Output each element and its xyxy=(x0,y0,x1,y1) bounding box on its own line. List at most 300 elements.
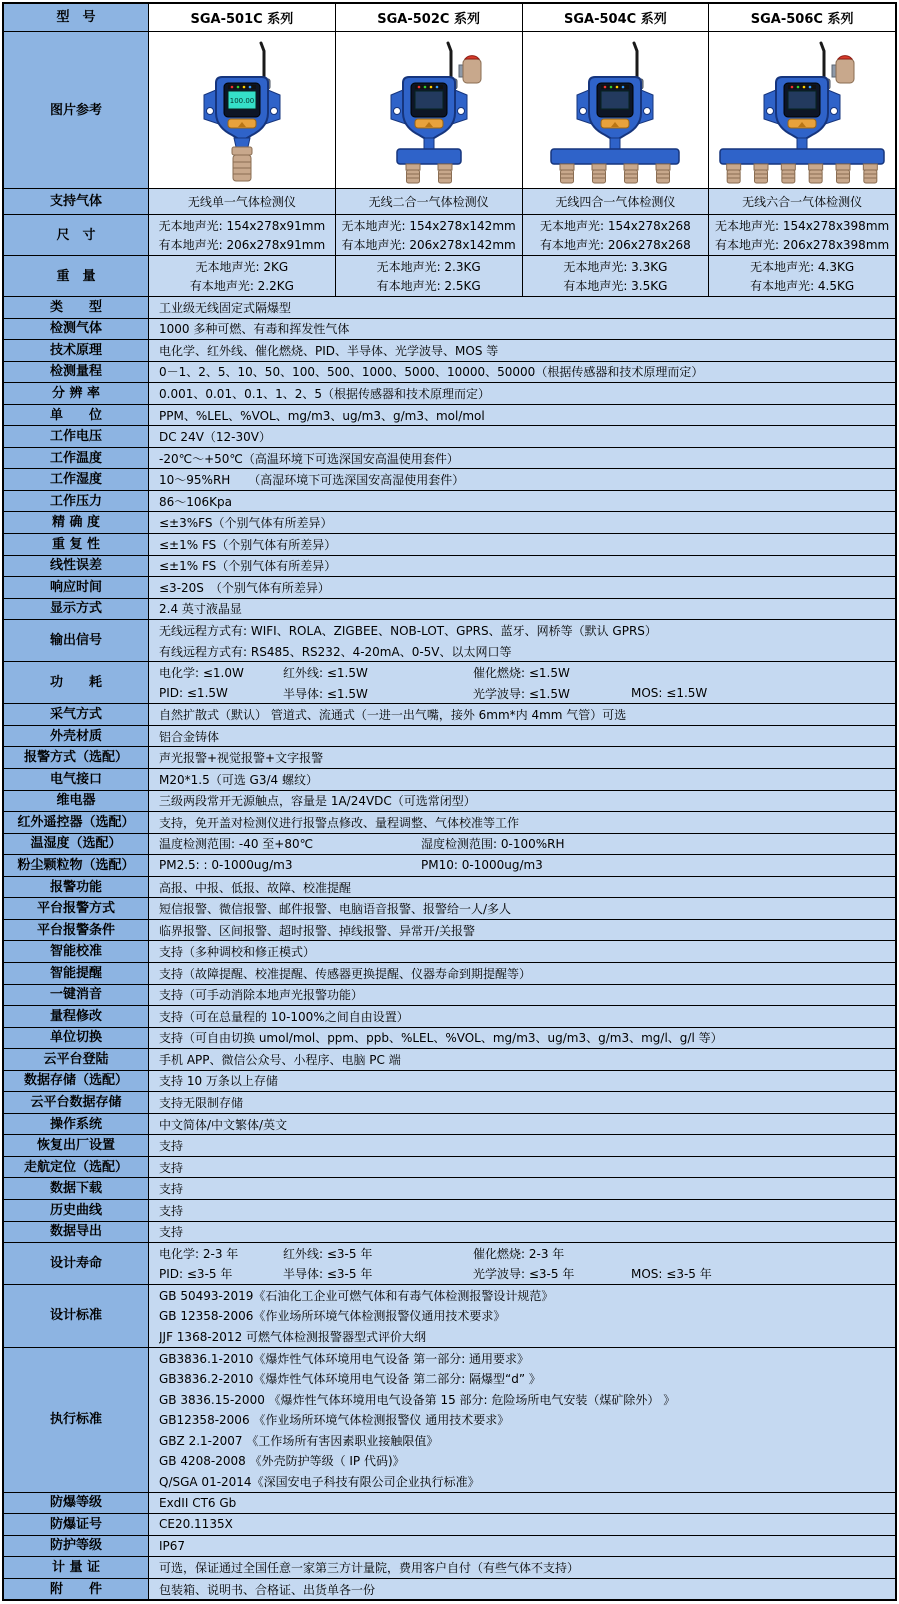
row-value xyxy=(149,297,895,318)
row-value xyxy=(149,340,895,361)
spec-text: 湿度检测范围: 0-100%RH xyxy=(421,837,565,852)
cell-text: 有本地声光: 2.5KG xyxy=(376,279,481,293)
row-label: 粉尘颗粒物（选配） xyxy=(4,855,149,876)
model-name-text: SGA-502C 系列 xyxy=(377,12,480,27)
spec-text: 86～106Kpa xyxy=(159,494,233,509)
spec-text: 催化燃烧: 2-3 年 xyxy=(473,1246,565,1261)
spec-line xyxy=(159,726,895,747)
spec-row xyxy=(4,662,895,704)
row-value xyxy=(149,448,895,469)
spec-row xyxy=(4,898,895,920)
spec-text: M20*1.5（可选 G3/4 螺纹） xyxy=(159,772,318,787)
spec-row xyxy=(4,941,895,963)
row-value xyxy=(149,877,895,898)
row-label: 维电器 xyxy=(4,791,149,812)
cell-text: 有本地声光: 206x278x142mm xyxy=(341,238,516,252)
spec-row xyxy=(4,1243,895,1285)
spec-line xyxy=(159,534,895,555)
spec-line xyxy=(159,1514,895,1535)
spec-text: IP67 xyxy=(159,1538,186,1553)
row-value xyxy=(149,362,895,383)
spec-line xyxy=(159,1557,895,1578)
row-label: 平台报警条件 xyxy=(4,920,149,941)
row-label: 执行标准 xyxy=(4,1348,149,1492)
spec-text: 中文简体/中文繁体/英文 xyxy=(159,1117,288,1132)
row-value xyxy=(149,834,895,855)
row-label: 单位切换 xyxy=(4,1028,149,1049)
spec-line xyxy=(159,791,895,812)
row-value xyxy=(149,1114,895,1135)
spec-line xyxy=(159,469,895,490)
spec-line xyxy=(159,1451,895,1472)
spec-line xyxy=(159,747,895,768)
spec-line xyxy=(159,1071,895,1092)
spec-row xyxy=(4,426,895,448)
spec-text: 半导体: ≤3-5 年 xyxy=(283,1267,373,1282)
row-label: 智能校准 xyxy=(4,941,149,962)
spec-row xyxy=(4,877,895,899)
spec-text: 工业级无线固定式隔爆型 xyxy=(159,300,292,315)
spec-row xyxy=(4,383,895,405)
spec-line xyxy=(159,1049,895,1070)
spec-line xyxy=(159,1389,895,1410)
row-label: 功 耗 xyxy=(4,662,149,703)
model-value-cell xyxy=(149,256,336,296)
spec-text: ≤±3%FS（个别气体有所差异） xyxy=(159,516,333,531)
model-name-text: SGA-504C 系列 xyxy=(564,12,667,27)
spec-row xyxy=(4,1006,895,1028)
row-value xyxy=(149,534,895,555)
spec-line xyxy=(159,834,895,855)
spec-line xyxy=(159,1536,895,1557)
spec-row xyxy=(4,534,895,556)
spec-row xyxy=(4,1135,895,1157)
spec-text: GB3836.2-2010《爆炸性气体环境用电气设备 第二部分: 隔爆型“d” 》 xyxy=(159,1372,541,1387)
row-value xyxy=(149,1049,895,1070)
row-label: 输出信号 xyxy=(4,620,149,661)
spec-row xyxy=(4,469,895,491)
spec-row xyxy=(4,726,895,748)
model-value-cell xyxy=(523,215,710,255)
spec-row xyxy=(4,319,895,341)
spec-text: 短信报警、微信报警、邮件报警、电脑语音报警、报警给一人/多人 xyxy=(159,902,512,917)
spec-row xyxy=(4,620,895,662)
model-value-cell xyxy=(709,256,895,296)
row-label: 平台报警方式 xyxy=(4,898,149,919)
model-value-cell xyxy=(149,189,336,214)
cell-text: 有本地声光: 206x278x91mm xyxy=(158,238,326,252)
row-label: 分 辨 率 xyxy=(4,383,149,404)
spec-line xyxy=(159,383,895,404)
model-value-cell xyxy=(149,215,336,255)
row-value xyxy=(149,1514,895,1535)
spec-text: -20℃～+50℃（高温环境下可选深国安高温使用套件） xyxy=(159,451,459,466)
spec-text: 0－1、2、5、10、50、100、500、1000、5000、10000、50000（根据传感器和技术原理而定） xyxy=(159,365,704,380)
spec-text: 支持（可手动消除本地声光报警功能） xyxy=(159,988,364,1003)
spec-text: PID: ≤3-5 年 xyxy=(159,1267,233,1282)
row-label: 精 确 度 xyxy=(4,512,149,533)
spec-text: 1000 多种可燃、有毒和挥发性气体 xyxy=(159,322,350,337)
row-label: 响应时间 xyxy=(4,577,149,598)
row-label: 数据导出 xyxy=(4,1222,149,1243)
spec-text: 电化学: ≤1.0W xyxy=(159,666,244,681)
spec-row xyxy=(4,1114,895,1136)
row-value xyxy=(149,1006,895,1027)
spec-row xyxy=(4,834,895,856)
row-label: 数据下载 xyxy=(4,1178,149,1199)
cell-text: 无线六合一气体检测仪 xyxy=(742,195,863,209)
row-value xyxy=(149,791,895,812)
spec-row xyxy=(4,1514,895,1536)
spec-line xyxy=(159,405,895,426)
row-label: 数据存储（选配） xyxy=(4,1071,149,1092)
spec-line xyxy=(159,920,895,941)
spec-line xyxy=(159,1243,895,1264)
cell-text: 无线二合一气体检测仪 xyxy=(368,195,489,209)
row-label: 智能提醒 xyxy=(4,963,149,984)
image-reference-row xyxy=(4,32,895,189)
spec-line xyxy=(159,641,895,662)
spec-text: 温度检测范围: -40 至+80℃ xyxy=(159,837,314,852)
row-value xyxy=(149,556,895,577)
row-value xyxy=(149,1092,895,1113)
model-value-cell xyxy=(523,256,710,296)
spec-line xyxy=(159,512,895,533)
cell-text: 无本地声光: 3.3KG xyxy=(563,260,668,274)
spec-line xyxy=(159,1493,895,1514)
spec-row xyxy=(4,855,895,877)
image-row-label: 图片参考 xyxy=(4,32,149,188)
row-value xyxy=(149,1222,895,1243)
cell-text: 无线单一气体检测仪 xyxy=(187,195,296,209)
model-column-header xyxy=(709,4,895,31)
row-value xyxy=(149,491,895,512)
row-label: 支持气体 xyxy=(4,189,149,214)
sga-506c-detector-image xyxy=(709,32,895,188)
cell-text: 有本地声光: 3.5KG xyxy=(563,279,668,293)
spec-text: 三级两段常开无源触点，容量是 1A/24VDC（可选常闭型） xyxy=(159,794,476,809)
row-label: 外壳材质 xyxy=(4,726,149,747)
spec-row xyxy=(4,1348,895,1493)
spec-row xyxy=(4,791,895,813)
spec-row xyxy=(4,985,895,1007)
row-value xyxy=(149,620,895,661)
spec-line xyxy=(159,448,895,469)
spec-text: 临界报警、区间报警、超时报警、掉线报警、异常开/关报警 xyxy=(159,923,476,938)
spec-row xyxy=(4,1178,895,1200)
spec-text: 10～95%RH （高湿环境下可选深国安高湿使用套件） xyxy=(159,473,465,488)
spec-text: MOS: ≤1.5W xyxy=(631,686,708,701)
row-value xyxy=(149,1536,895,1557)
spec-line xyxy=(159,491,895,512)
row-value xyxy=(149,405,895,426)
spec-text: ExdII CT6 Gb xyxy=(159,1495,237,1510)
spec-line xyxy=(159,1114,895,1135)
row-value xyxy=(149,726,895,747)
row-label: 防护等级 xyxy=(4,1536,149,1557)
row-label: 重 量 xyxy=(4,256,149,296)
spec-text: 包装箱、说明书、合格证、出货单各一份 xyxy=(159,1582,376,1597)
row-value xyxy=(149,512,895,533)
row-value xyxy=(149,577,895,598)
model-value-cell xyxy=(709,215,895,255)
spec-line xyxy=(159,941,895,962)
row-label: 报警方式（选配） xyxy=(4,747,149,768)
row-value xyxy=(149,769,895,790)
detector-image-cell xyxy=(336,32,523,188)
spec-text: 红外线: ≤3-5 年 xyxy=(283,1246,373,1261)
spec-text: PM2.5: : 0-1000ug/m3 xyxy=(159,858,293,873)
cell-text: 无线四合一气体检测仪 xyxy=(555,195,676,209)
sga-501c-detector-image xyxy=(149,32,335,188)
spec-text: 支持（可自由切换 umol/mol、ppm、ppb、%LEL、%VOL、mg/m3、ug/m3、g/m3、mg/l、g/l 等） xyxy=(159,1031,723,1046)
spec-line xyxy=(159,877,895,898)
spec-row xyxy=(4,1157,895,1179)
row-value xyxy=(149,812,895,833)
cell-text: 有本地声光: 4.5KG xyxy=(750,279,855,293)
spec-line xyxy=(159,855,895,876)
spec-text: Q/SGA 01-2014《深国安电子科技有限公司企业执行标准》 xyxy=(159,1474,480,1489)
spec-text: MOS: ≤3-5 年 xyxy=(631,1267,712,1282)
cell-text: 无本地声光: 154x278x268 xyxy=(539,219,691,233)
spec-row xyxy=(4,362,895,384)
row-label: 操作系统 xyxy=(4,1114,149,1135)
spec-text: GB 3836.15-2000 《爆炸性气体环境用电气设备第 15 部分: 危险场所电气安装（煤矿除外） 》 xyxy=(159,1392,676,1407)
multi-column-row xyxy=(4,256,895,297)
spec-text: 高报、中报、低报、故障、校准提醒 xyxy=(159,880,352,895)
row-value xyxy=(149,1243,895,1284)
sga-501c-detector-image xyxy=(152,35,332,185)
spec-line xyxy=(159,1471,895,1492)
spec-text: 光学波导: ≤3-5 年 xyxy=(473,1267,575,1282)
row-label: 电气接口 xyxy=(4,769,149,790)
spec-line xyxy=(159,662,895,683)
svg-text:100.00: 100.00 xyxy=(229,97,255,105)
spec-text: 有线远程方式有: RS485、RS232、4-20mA、0-5V、以太网口等 xyxy=(159,644,512,659)
spec-row xyxy=(4,1222,895,1244)
spec-row xyxy=(4,704,895,726)
spec-row xyxy=(4,448,895,470)
spec-line xyxy=(159,1285,895,1306)
spec-text: 支持 xyxy=(159,1203,184,1218)
spec-line xyxy=(159,319,895,340)
cell-text: 无本地声光: 154x278x91mm xyxy=(158,219,326,233)
spec-text: GB 12358-2006《作业场所环境气体检测报警仪通用技术要求》 xyxy=(159,1309,506,1324)
spec-row xyxy=(4,812,895,834)
spec-text: 支持 xyxy=(159,1182,184,1197)
spec-row xyxy=(4,1536,895,1558)
spec-row xyxy=(4,512,895,534)
row-label: 单 位 xyxy=(4,405,149,426)
spec-text: 支持无限制存储 xyxy=(159,1096,244,1110)
spec-text: 可选，保证通过全国任意一家第三方计量院，费用客户自付（有些气体不支持） xyxy=(159,1561,580,1576)
row-value xyxy=(149,704,895,725)
spec-row xyxy=(4,1200,895,1222)
spec-text: 铝合金铸体 xyxy=(159,729,220,744)
spec-text: JJF 1368-2012 可燃气体检测报警器型式评价大纲 xyxy=(159,1330,427,1345)
spec-text: PM10: 0-1000ug/m3 xyxy=(421,858,543,873)
row-label: 尺 寸 xyxy=(4,215,149,255)
spec-line xyxy=(159,1264,895,1285)
row-label: 类 型 xyxy=(4,297,149,318)
detector-image-cell xyxy=(709,32,895,188)
row-value xyxy=(149,963,895,984)
row-label: 检测气体 xyxy=(4,319,149,340)
row-label: 云平台数据存储 xyxy=(4,1092,149,1113)
model-value-cell xyxy=(336,256,523,296)
cell-text: 有本地声光: 206x278x398mm xyxy=(715,238,890,252)
spec-row xyxy=(4,1071,895,1093)
spec-line xyxy=(159,1135,895,1156)
spec-text: DC 24V（12-30V） xyxy=(159,430,271,445)
spec-text: 红外线: ≤1.5W xyxy=(283,666,368,681)
model-value-cell xyxy=(336,215,523,255)
row-label: 防爆证号 xyxy=(4,1514,149,1535)
row-label: 计 量 证 xyxy=(4,1557,149,1578)
row-value xyxy=(149,1071,895,1092)
cell-text: 无本地声光: 154x278x398mm xyxy=(715,219,890,233)
row-value xyxy=(149,1285,895,1347)
sga-504c-detector-image xyxy=(523,32,709,188)
spec-text: 光学波导: ≤1.5W xyxy=(473,686,570,701)
spec-text: 手机 APP、微信公众号、小程序、电脑 PC 端 xyxy=(159,1052,401,1067)
spec-line xyxy=(159,1157,895,1178)
spec-text: GB3836.1-2010《爆炸性气体环境用电气设备 第一部分: 通用要求》 xyxy=(159,1351,530,1366)
spec-row xyxy=(4,556,895,578)
spec-text: 无线远程方式有: WIFI、ROLA、ZIGBEE、NOB-LOT、GPRS、蓝牙、网桥等（默认 GPRS） xyxy=(159,623,657,638)
row-label: 云平台登陆 xyxy=(4,1049,149,1070)
cell-text: 有本地声光: 2.2KG xyxy=(189,279,294,293)
row-label: 设计标准 xyxy=(4,1285,149,1347)
spec-text: 支持，免开盖对检测仪进行报警点修改、量程调整、气体校准等工作 xyxy=(159,815,520,830)
spec-line xyxy=(159,683,895,704)
spec-line xyxy=(159,340,895,361)
spec-row xyxy=(4,577,895,599)
spec-line xyxy=(159,599,895,620)
spec-text: GB 50493-2019《石油化工企业可燃气体和有毒气体检测报警设计规范》 xyxy=(159,1288,554,1303)
spec-text: 声光报警+视觉报警+文字报警 xyxy=(159,751,324,766)
model-name-text: SGA-501C 系列 xyxy=(190,12,294,27)
spec-line xyxy=(159,1200,895,1221)
multi-column-row xyxy=(4,215,895,256)
row-value xyxy=(149,920,895,941)
spec-row xyxy=(4,1092,895,1114)
row-label: 设计寿命 xyxy=(4,1243,149,1284)
model-name-text: SGA-506C 系列 xyxy=(750,12,854,27)
spec-line xyxy=(159,1306,895,1327)
row-label: 显示方式 xyxy=(4,599,149,620)
spec-line xyxy=(159,1006,895,1027)
spec-text: 支持 10 万条以上存储 xyxy=(159,1074,278,1089)
row-value xyxy=(149,1557,895,1578)
spec-text: 支持 xyxy=(159,1139,184,1154)
spec-row xyxy=(4,1028,895,1050)
spec-text: CE20.1135X xyxy=(159,1517,233,1532)
sga-504c-detector-image xyxy=(525,35,705,185)
model-value-cell xyxy=(709,189,895,214)
sga-506c-detector-image xyxy=(712,35,892,185)
cell-text: 有本地声光: 206x278x268 xyxy=(539,238,691,252)
row-value xyxy=(149,662,895,703)
row-label: 线性误差 xyxy=(4,556,149,577)
spec-text: 自然扩散式（默认） 管道式、流通式（一进一出气嘴，接外 6mm*内 4mm 气管）可选 xyxy=(159,708,627,723)
spec-line xyxy=(159,812,895,833)
row-label: 工作压力 xyxy=(4,491,149,512)
row-value xyxy=(149,469,895,490)
spec-text: GB 4208-2008 《外壳防护等级（ IP 代码)》 xyxy=(159,1454,405,1469)
spec-line xyxy=(159,1178,895,1199)
detector-image-cell xyxy=(523,32,710,188)
spec-row xyxy=(4,920,895,942)
spec-text: 电化学: 2-3 年 xyxy=(159,1246,239,1261)
spec-line xyxy=(159,1092,895,1113)
spec-row xyxy=(4,1049,895,1071)
row-value xyxy=(149,319,895,340)
spec-row xyxy=(4,405,895,427)
spec-line xyxy=(159,426,895,447)
spec-text: 半导体: ≤1.5W xyxy=(283,686,368,701)
spec-line xyxy=(159,1326,895,1347)
spec-line xyxy=(159,1222,895,1243)
row-label: 工作湿度 xyxy=(4,469,149,490)
spec-line xyxy=(159,620,895,641)
row-value xyxy=(149,855,895,876)
sga-502c-detector-image xyxy=(336,32,522,188)
model-column-header xyxy=(523,4,710,31)
row-label: 防爆等级 xyxy=(4,1493,149,1514)
row-value xyxy=(149,1157,895,1178)
spec-text: 支持 xyxy=(159,1225,184,1240)
spec-row xyxy=(4,1557,895,1579)
row-value xyxy=(149,1028,895,1049)
spec-text: GBZ 2.1-2007 《工作场所有害因素职业接触限值》 xyxy=(159,1433,439,1448)
spec-line xyxy=(159,1348,895,1369)
cell-text: 无本地声光: 4.3KG xyxy=(750,260,855,274)
spec-row xyxy=(4,1579,895,1600)
spec-line xyxy=(159,1368,895,1389)
spec-text: 支持（多种调校和修正模式） xyxy=(159,945,316,960)
spec-line xyxy=(159,769,895,790)
spec-line xyxy=(159,704,895,725)
row-label: 技术原理 xyxy=(4,340,149,361)
spec-line xyxy=(159,963,895,984)
spec-row xyxy=(4,340,895,362)
spec-text: ≤±1% FS（个别气体有所差异） xyxy=(159,559,337,574)
spec-line xyxy=(159,1409,895,1430)
row-label: 温湿度（选配） xyxy=(4,834,149,855)
spec-line xyxy=(159,577,895,598)
row-label: 重 复 性 xyxy=(4,534,149,555)
row-value xyxy=(149,1579,895,1600)
spec-line xyxy=(159,985,895,1006)
multi-column-row xyxy=(4,189,895,215)
row-value xyxy=(149,599,895,620)
spec-text: 2.4 英寸液晶显 xyxy=(159,602,242,617)
row-label: 工作电压 xyxy=(4,426,149,447)
spec-text: 0.001、0.01、0.1、1、2、5（根据传感器和技术原理而定） xyxy=(159,386,491,401)
spec-table xyxy=(2,2,897,1601)
spec-text: ≤±1% FS（个别气体有所差异） xyxy=(159,537,337,552)
row-value xyxy=(149,1493,895,1514)
row-value xyxy=(149,1178,895,1199)
row-value xyxy=(149,383,895,404)
row-value xyxy=(149,426,895,447)
spec-row xyxy=(4,1285,895,1348)
model-value-cell xyxy=(336,189,523,214)
spec-row xyxy=(4,599,895,621)
row-label: 量程修改 xyxy=(4,1006,149,1027)
row-value xyxy=(149,985,895,1006)
